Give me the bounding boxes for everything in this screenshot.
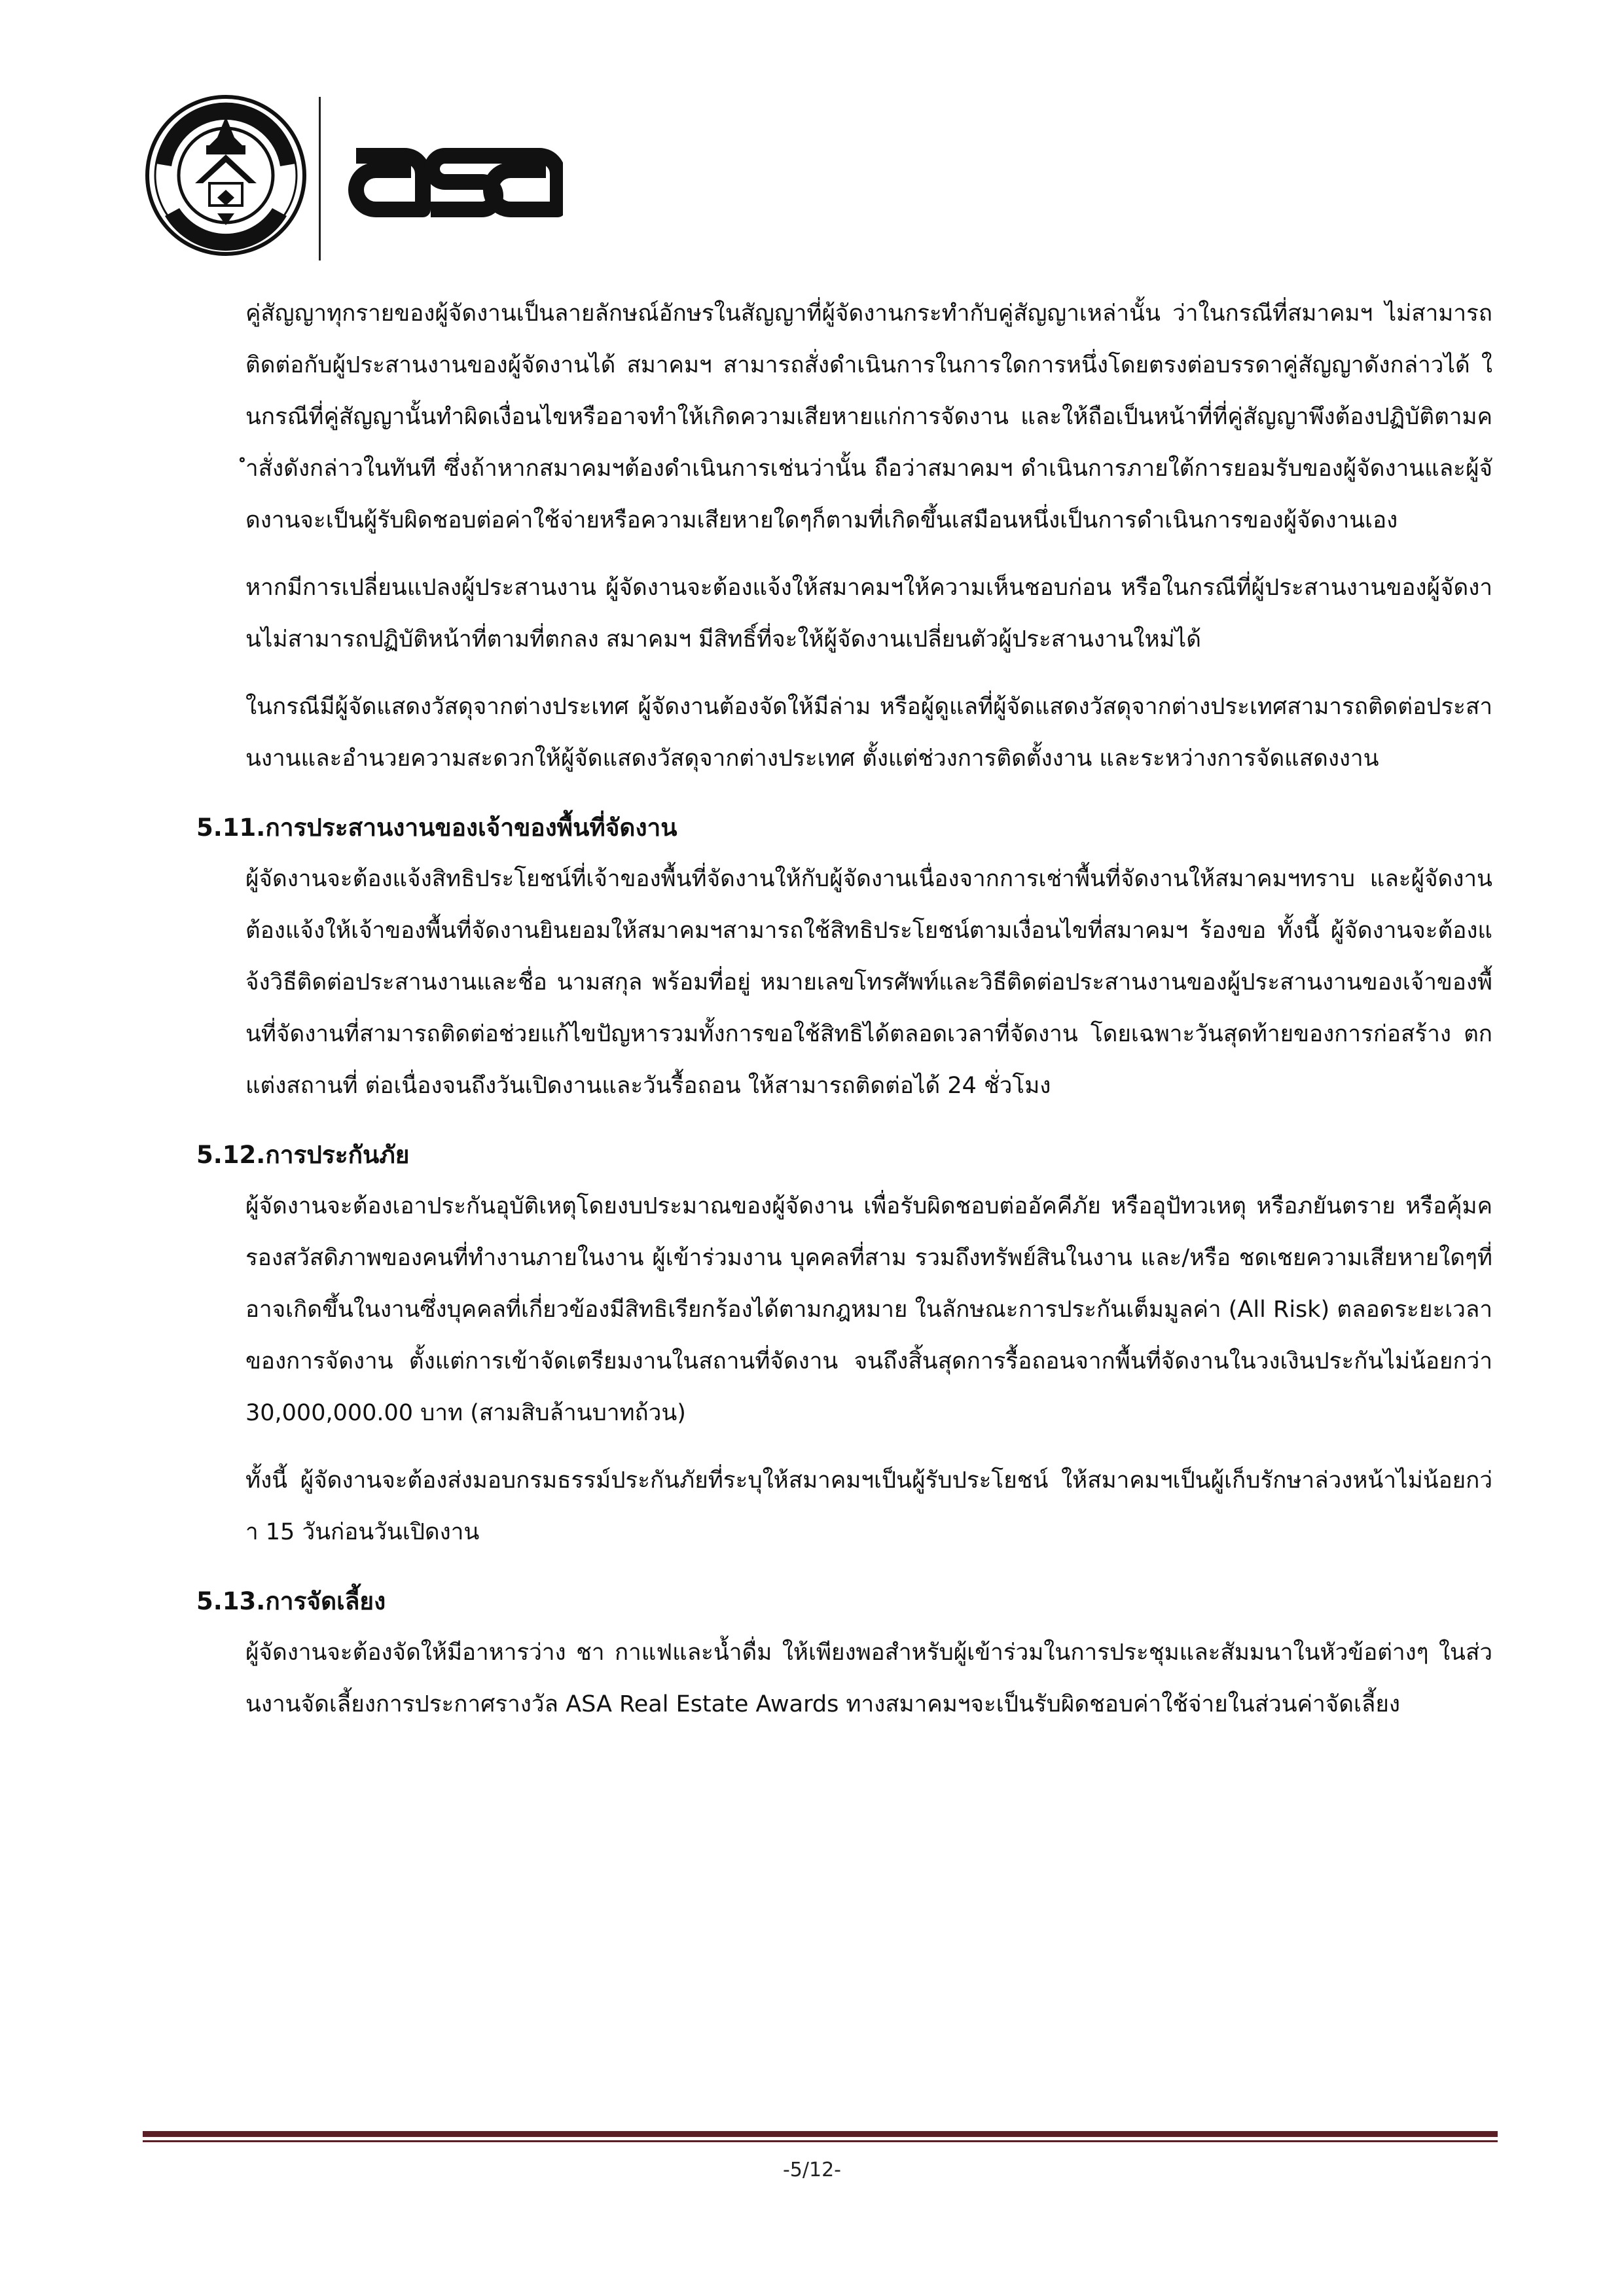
page-number: -5/12- [782, 2159, 842, 2181]
section-5-13-heading: 5.13.การจัดเลี้ยง [196, 1587, 386, 1615]
association-seal-logo [144, 85, 308, 262]
header-divider [319, 97, 321, 260]
asa-logo [347, 118, 563, 242]
section-5-12-paragraph-2: ทั้งนี้ ผู้จัดงานจะต้องส่งมอบกรมธรรม์ประกันภัยที่ระบุให้สมาคมฯเป็นผู้รับประโยชน์ ให้สมาคมฯเป็นผู้เก็บรักษาล่วงหน้าไม่น้อยกว่า 15 วันก่อนวันเปิดงาน [245, 1467, 1492, 1545]
section-5-11-heading: 5.11.การประสานงานของเจ้าของพื้นที่จัดงาน [196, 814, 677, 842]
section-5-11-paragraph: ผู้จัดงานจะต้องแจ้งสิทธิประโยชน์ที่เจ้าของพื้นที่จัดงานให้กับผู้จัดงานเนื่องจากการเช่าพื้นที่จัดงานให้สมาคมฯทราบ และผู้จัดงานต้องแจ้งให้เจ้าของพื้นที่จัดงานยินยอมให้สมาคมฯสามารถใช้สิทธิประโยชน์ตามเงื่อนไขที่สมาคมฯ ร้องขอ ทั้งนี้ ผู้จัดงานจะต้องแจ้งวิธีติดต่อประสานงานและชื่อ นามสกุล พร้อมที่อยู่ หมายเลขโทรศัพท์และวิธีติดต่อประสานงานของผู้ประสานงานของเจ้าของพื้นที่จัดงานที่สามารถติดต่อช่วยแก้ไขปัญหารวมทั้งการขอใช้สิทธิได้ตลอดเวลาที่จัดงาน โดยเฉพาะวันสุดท้ายของการก่อสร้าง ตกแต่งสถานที่ ต่อเนื่องจนถึงวันเปิดงานและวันรื้อถอน ให้สามารถติดต่อได้ 24 ชั่วโมง [245, 866, 1492, 1099]
document-body [196, 288, 1492, 1746]
intro-paragraph-1: คู่สัญญาทุกรายของผู้จัดงานเป็นลายลักษณ์อักษรในสัญญาที่ผู้จัดงานกระทำกับคู่สัญญาเหล่านั้น ว่าในกรณีที่สมาคมฯ ไม่สามารถติดต่อกับผู้ประสานงานของผู้จัดงานได้ สมาคมฯ สามารถสั่งดำเนินการในการใดการหนึ่งโดยตรงต่อบรรดาคู่สัญญาดังกล่าวได้ ในกรณีที่คู่สัญญานั้นทำผิดเงื่อนไขหรืออาจทำให้เกิดความเสียหายแก่การจัดงาน และให้ถือเป็นหน้าที่ที่คู่สัญญาพึงต้องปฏิบัติตามคำสั่งดังกล่าวในทันที ซึ่งถ้าหากสมาคมฯต้องดำเนินการเช่นว่านั้น ถือว่าสมาคมฯ ดำเนินการภายใต้การยอมรับของผู้จัดงานและผู้จัดงานจะเป็นผู้รับผิดชอบต่อค่าใช้จ่ายหรือความเสียหายใดๆก็ตามที่เกิดขึ้นเสมือนหนึ่งเป็นการดำเนินการของผู้จัดงานเอง [245, 300, 1492, 533]
intro-paragraph-3: ในกรณีมีผู้จัดแสดงวัสดุจากต่างประเทศ ผู้จัดงานต้องจัดให้มีล่าม หรือผู้ดูแลที่ผู้จัดแสดงวัสดุจากต่างประเทศสามารถติดต่อประสานงานและอำนวยความสะดวกให้ผู้จัดแสดงวัสดุจากต่างประเทศ ตั้งแต่ช่วงการติดตั้งงาน และระหว่างการจัดแสดงงาน [245, 694, 1492, 772]
intro-paragraph-2: หากมีการเปลี่ยนแปลงผู้ประสานงาน ผู้จัดงานจะต้องแจ้งให้สมาคมฯให้ความเห็นชอบก่อน หรือในกรณีที่ผู้ประสานงานของผู้จัดงานไม่สามารถปฏิบัติหน้าที่ตามที่ตกลง สมาคมฯ มีสิทธิ์ที่จะให้ผู้จัดงานเปลี่ยนตัวผู้ประสานงานใหม่ได้ [245, 575, 1492, 653]
footer-divider-thick [143, 2131, 1498, 2137]
section-5-12-heading: 5.12.การประกันภัย [196, 1141, 410, 1169]
section-5-12-paragraph-1: ผู้จัดงานจะต้องเอาประกันอุบัติเหตุโดยงบประมาณของผู้จัดงาน เพื่อรับผิดชอบต่ออัคคีภัย หรืออุปัทวเหตุ หรือภยันตราย หรือคุ้มครองสวัสดิภาพของคนที่ทำงานภายในงาน ผู้เข้าร่วมงาน บุคคลที่สาม รวมถึงทรัพย์สินในงาน และ/หรือ ชดเชยความเสียหายใดๆที่อาจเกิดขึ้นในงานซึ่งบุคคลที่เกี่ยวข้องมีสิทธิเรียกร้องได้ตามกฎหมาย ในลักษณะการประกันเต็มมูลค่า (All Risk) ตลอดระยะเวลาของการจัดงาน ตั้งแต่การเข้าจัดเตรียมงานในสถานที่จัดงาน จนถึงสิ้นสุดการรื้อถอนจากพื้นที่จัดงานในวงเงินประกันไม่น้อยกว่า 30,000,000.00 บาท (สามสิบล้านบาทถ้วน) [245, 1193, 1492, 1426]
footer-divider-thin [143, 2140, 1498, 2142]
section-5-13-paragraph: ผู้จัดงานจะต้องจัดให้มีอาหารว่าง ชา กาแฟและน้ำดื่ม ให้เพียงพอสำหรับผู้เข้าร่วมในการประชุมและสัมมนาในหัวข้อต่างๆ ในส่วนงานจัดเลี้ยงการประกาศรางวัล ASA Real Estate Awards ทางสมาคมฯจะเป็นรับผิดชอบค่าใช้จ่ายในส่วนค่าจัดเลี้ยง [245, 1640, 1492, 1717]
page-header [144, 85, 668, 262]
